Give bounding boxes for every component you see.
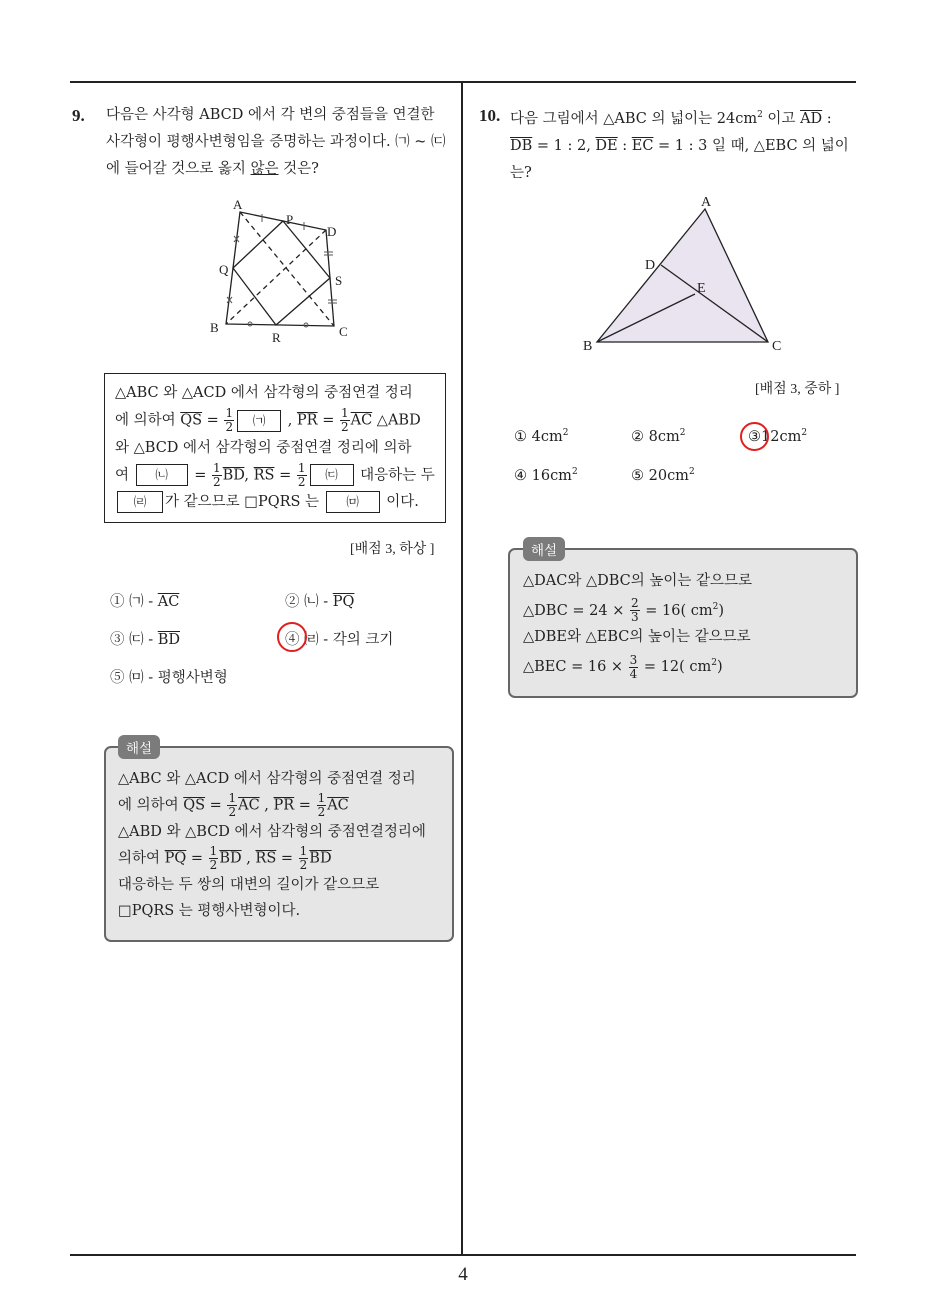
frac-den: 2 — [297, 474, 306, 489]
top-rule — [70, 81, 856, 83]
frac-num: 3 — [629, 652, 638, 667]
label-b: B — [210, 320, 219, 335]
q9-explanation-tag: 해설 — [118, 735, 160, 759]
sup: 2 — [801, 428, 808, 438]
q10-question-text — [510, 102, 860, 187]
blank-2: ㈁ — [136, 464, 188, 486]
q10-explanation-body — [523, 568, 849, 681]
segment-ec: $\overline{EC}$ — [631, 137, 654, 154]
segment-ac: $\overline{AC}$ — [238, 797, 260, 814]
q9-choice-1[interactable] — [110, 590, 179, 611]
segment-ac: $\overline{AC}$ — [350, 412, 373, 429]
expl-line4 — [523, 650, 849, 680]
q10-choice-5[interactable] — [631, 467, 695, 484]
q9-proof-box — [104, 373, 446, 523]
q9-choice-2[interactable] — [285, 590, 354, 611]
choice-number: ③ — [110, 632, 125, 648]
proof-l5-a: 가 같으므로 □PQRS 는 — [165, 494, 324, 510]
q10-answer-mark-circle — [740, 422, 769, 451]
q9-text-line3 — [106, 156, 458, 183]
segment-rs: $\overline{RS}$ — [253, 467, 275, 483]
frac-num: 1 — [225, 406, 234, 420]
fraction-two-thirds — [630, 597, 640, 624]
choice-number: ① — [110, 594, 125, 610]
q9-number: 9. — [72, 106, 85, 125]
blank-1: ㈀ — [237, 410, 281, 432]
choice-value: $\overline{PQ}$ — [332, 594, 355, 610]
label-b: B — [583, 339, 593, 354]
q10-choice-4[interactable] — [514, 467, 578, 484]
label-e: E — [697, 281, 706, 296]
frac-den: 2 — [228, 805, 237, 819]
label-r: R — [272, 330, 281, 345]
q9-answer-mark-circle — [277, 622, 307, 652]
choice-label: ㈄ - — [129, 670, 158, 686]
q9-question-text — [106, 102, 458, 183]
q10-text-line3: 는? — [510, 164, 532, 181]
eq: = — [317, 412, 339, 429]
fraction-half — [340, 407, 350, 434]
expl-l2-text: 에 의하여 — [118, 797, 179, 814]
q9-explanation-box — [104, 746, 454, 942]
frac-num: 1 — [299, 844, 308, 858]
choice-label: ㈁ - — [304, 594, 333, 610]
q10-text-b: 이고 — [762, 110, 801, 127]
proof-l5-b: 이다. — [381, 494, 419, 510]
q9-text-line3-a: 에 들어갈 것으로 옳지 — [106, 161, 251, 177]
segment-pq: $\overline{PQ}$ — [164, 850, 187, 867]
choice-unit: cm — [540, 428, 563, 445]
segment-qs: $\overline{QS}$ — [183, 797, 206, 814]
label-d: D — [645, 258, 656, 273]
proof-line3: 와 △BCD 에서 삼각형의 중점연결 정리에 의하 — [115, 439, 412, 456]
expl-line2 — [523, 594, 849, 624]
choice-unit: cm — [779, 428, 802, 445]
q10-explanation-tag: 해설 — [523, 537, 565, 561]
q9-quadrilateral-figure — [200, 192, 370, 352]
frac-den: 2 — [209, 858, 218, 872]
fraction-half — [299, 845, 309, 872]
proof-l2-a: 에 의하여 — [115, 412, 181, 429]
expl-line5: 대응하는 두 쌍의 대변의 길이가 같으므로 — [118, 877, 380, 893]
choice-label: ㈂ - — [129, 632, 158, 648]
choice-value: 평행사변형 — [157, 670, 228, 686]
choice-value: $\overline{BD}$ — [157, 632, 181, 648]
frac-den: 2 — [317, 805, 326, 819]
fraction-half — [317, 792, 327, 819]
choice-label: ㈃ - — [304, 632, 333, 648]
choice-unit: cm — [550, 467, 572, 484]
sup: 2 — [712, 602, 719, 612]
expl-line4: 의하여 $\overline{PQ}$ = $\frac{1}{2}$ $\overline{BD}$ , $\overline{RS}$ = $\frac{1}{2}$ $\overline{BD}$ — [118, 844, 332, 872]
label-c: C — [772, 339, 782, 354]
sup: 2 — [688, 467, 695, 477]
fraction-half — [297, 462, 307, 489]
proof-line5 — [115, 489, 435, 516]
frac-den: 2 — [213, 474, 221, 489]
q10-triangle-figure — [575, 192, 795, 362]
colon: : — [822, 110, 832, 127]
sup: 2 — [679, 428, 686, 438]
q10-choice-2[interactable] — [631, 428, 685, 445]
frac-num: 1 — [297, 460, 306, 475]
frac-num: 1 — [213, 460, 221, 475]
choice-value: 각의 크기 — [332, 632, 394, 648]
q9-explanation-body — [118, 766, 444, 924]
choice-number: ④ — [514, 467, 527, 484]
choice-number: ⑤ — [110, 670, 125, 686]
frac-den: 4 — [629, 666, 638, 681]
expl-l4-b: = 12( cm — [639, 659, 712, 676]
choice-number: ④ — [285, 632, 300, 648]
q9-text-line3-b: 것은? — [278, 161, 319, 177]
segment-pr: $\overline{PR}$ — [273, 797, 295, 814]
choice-value: $\overline{AC}$ — [157, 594, 180, 610]
frac-den: 2 — [225, 420, 234, 434]
segment-qs: $\overline{QS}$ — [180, 412, 203, 429]
frac-num: 1 — [228, 791, 237, 805]
fraction-half — [212, 462, 222, 489]
segment-pr: $\overline{PR}$ — [296, 412, 318, 429]
frac-num: 1 — [209, 844, 218, 858]
expl-line3: △DBE와 △EBC의 높이는 같으므로 — [523, 629, 751, 646]
segment-bd: $\overline{BD}$ — [219, 850, 242, 867]
label-q: Q — [219, 262, 229, 277]
frac-num: 2 — [630, 596, 639, 611]
sup: 2 — [571, 467, 578, 477]
q9-choice-3[interactable] — [110, 628, 180, 649]
choice-value: 16 — [531, 467, 551, 484]
proof-line4 — [115, 462, 435, 490]
choice-number: ② — [285, 594, 300, 610]
frac-den: 2 — [340, 420, 349, 434]
q10-explanation-box — [508, 548, 858, 698]
frac-den: 3 — [630, 610, 639, 625]
expl-line1: △ABC 와 △ACD 에서 삼각형의 중점연결 정리 — [118, 771, 416, 787]
proof-line2 — [115, 407, 435, 435]
q10-text-line2: $\overline{DB} = 1$ : 2, $\overline{DE}$ : $\overline{EC} = 1$ : 3 일 때, △EBC 의 넓이 — [510, 137, 849, 154]
choice-unit: cm — [657, 428, 680, 445]
fraction-half — [209, 845, 219, 872]
triangle-abc — [597, 209, 768, 342]
segment-de: $\overline{DE}$ — [595, 137, 618, 154]
expl-l4-text: 의하여 — [118, 850, 161, 867]
choice-unit: cm — [667, 467, 689, 484]
segment-bd: $\overline{BD}$ — [309, 850, 332, 867]
q9-text-underlined: 않은 — [250, 161, 279, 177]
choice-number: ③ — [748, 428, 761, 445]
proof-line1: △ABC 와 △ACD 에서 삼각형의 중점연결 정리 — [115, 385, 413, 401]
segment-ac: $\overline{AC}$ — [327, 797, 349, 814]
q10-text-d: = 1 : 3 일 때, △EBC 의 넓이 — [653, 137, 849, 154]
choice-value: 20 — [648, 467, 668, 484]
choice-value: 4 — [531, 428, 541, 445]
q9-score: [배점 3, 하상 ] — [350, 542, 435, 557]
label-c: C — [339, 324, 348, 339]
paren-close: ) — [718, 602, 724, 619]
blank-5: ㈄ — [326, 491, 380, 513]
bottom-rule — [70, 1254, 856, 1256]
expl-line2: 에 의하여 $\overline{QS}$ = $\frac{1}{2}$ $\overline{AC}$ , $\overline{PR}$ = $\frac{1}{2}$ $\overline{AC}$ — [118, 791, 349, 819]
segment-rs: $\overline{RS}$ — [255, 850, 277, 867]
q9-text-line2: 사각형이 평행사변형임을 증명하는 과정이다. ㈀ ~ ㈂ — [106, 134, 446, 150]
choice-number: ⑤ — [631, 467, 644, 484]
expl-line6: □PQRS 는 평행사변형이다. — [118, 903, 301, 919]
unit: cm — [735, 110, 758, 127]
proof-l4-a: 여 — [115, 467, 134, 483]
sep: , — [244, 467, 254, 483]
choice-label: ㈀ - — [129, 594, 158, 610]
q10-text-a: 다음 그림에서 △ABC 의 넓이는 24 — [510, 110, 736, 127]
column-divider — [461, 81, 463, 1256]
eq: = — [189, 467, 211, 483]
page-number: 4 — [458, 1264, 468, 1285]
quadrilateral-abcd — [226, 212, 337, 326]
expl-line3: △ABD 와 △BCD 에서 삼각형의 중점연결정리에 — [118, 824, 426, 840]
label-a: A — [233, 197, 243, 212]
quadrilateral-pqrs — [233, 221, 330, 325]
choice-value: 8 — [648, 428, 658, 445]
expl-l2-a: △DBC = 24 × — [523, 602, 629, 619]
label-a: A — [701, 195, 712, 210]
paren-close: ) — [717, 659, 723, 676]
segment-bd: $\overline{BD}$ — [222, 467, 245, 483]
q9-text-line1: 다음은 사각형 ABCD 에서 각 변의 중점들을 연결한 — [106, 107, 435, 123]
choice-value: 12 — [761, 428, 780, 445]
blank-4: ㈃ — [117, 491, 163, 513]
expl-line1: △DAC와 △DBC의 높이는 같으므로 — [523, 573, 753, 589]
q10-score: [배점 3, 중하 ] — [755, 382, 840, 397]
frac-num: 1 — [317, 791, 326, 805]
proof-l2-c: △ABD — [372, 412, 421, 429]
sup: 2 — [711, 658, 718, 669]
frac-den: 2 — [299, 858, 308, 872]
fraction-half — [227, 792, 237, 819]
expl-l2-b: = 16( cm — [640, 602, 713, 619]
frac-num: 1 — [340, 406, 349, 420]
eq: = — [274, 467, 296, 483]
q10-text-c: = 1 : 2, — [532, 137, 596, 154]
sep: , — [283, 412, 297, 429]
segment-ad: $\overline{AD}$ — [800, 110, 823, 127]
choice-number: ① — [514, 428, 527, 445]
q9-choice-5[interactable] — [110, 666, 228, 687]
blank-3: ㈂ — [310, 464, 354, 486]
sup: 2 — [562, 428, 569, 438]
expl-l4-a: △BEC = 16 × — [523, 659, 628, 676]
choice-number: ② — [631, 428, 644, 445]
sup: 2 — [757, 110, 763, 120]
diagonal-bd — [226, 230, 326, 324]
proof-l4-c: 대응하는 두 — [355, 467, 435, 483]
eq: = — [202, 412, 224, 429]
q10-choice-1[interactable] — [514, 428, 568, 445]
q10-text-line1 — [510, 102, 860, 133]
segment-db: $\overline{DB}$ — [510, 137, 533, 154]
label-p: P — [286, 212, 294, 227]
label-s: S — [335, 273, 343, 288]
label-d: D — [327, 224, 337, 239]
fraction-half — [224, 407, 234, 434]
fraction-three-quarters — [629, 654, 639, 681]
q10-number: 10. — [479, 106, 501, 125]
